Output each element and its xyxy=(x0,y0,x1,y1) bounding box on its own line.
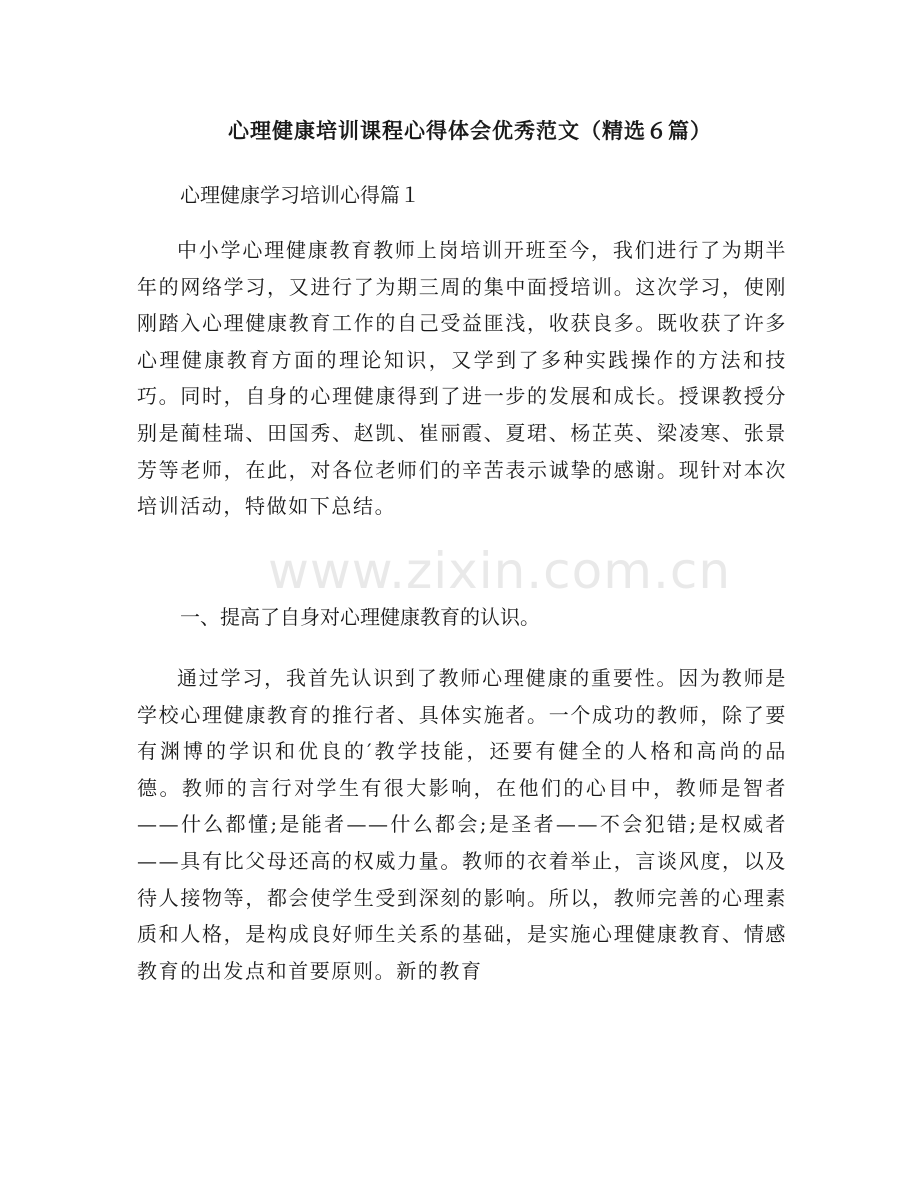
document-title: 心理健康培训课程心得体会优秀范文（精选６篇） xyxy=(228,119,712,143)
paragraph-teacher-health: 通过学习，我首先认识到了教师心理健康的重要性。因为教师是学校心理健康教育的推行者、具体实施者。一个成功的教师，除了要有渊博的学识和优良的′教学技能，还要有健全的人格和高尚的品德。教师的言行对学生有很大影响，在他们的心目中，教师是智者——什么都懂;是能者——什么都会;是圣者——不会犯错;是权威者——具有比父母还高的权威力量。教师的衣着举止，言谈风度，以及待人接物等，都会使学生受到深刻的影响。所以，教师完善的心理素质和人格，是构成良好师生关系的基础，是实施心理健康教育、情感教育的出发点和首要原则。新的教育 xyxy=(137,666,787,983)
watermark: www.zixin.com.cn xyxy=(268,542,732,600)
subheading-one: 一、提高了自身对心理健康教育的认识。 xyxy=(180,605,540,629)
paragraph-intro: 中小学心理健康教育教师上岗培训开班至今，我们进行了为期半年的网络学习，又进行了为期三周的集中面授培训。这次学习，使刚刚踏入心理健康教育工作的自己受益匪浅，收获良多。既收获了许多心理健康教育方面的理论知识，又学到了多种实践操作的方法和技巧。同时，自身的心理健康得到了进一步的发展和成长。授课教授分别是蔺桂瑞、田国秀、赵凯、崔丽霞、夏珺、杨芷英、梁凌寒、张景芳等老师，在此，对各位老师们的辛苦表示诚挚的感谢。现针对本次培训活动，特做如下总结。 xyxy=(137,238,787,519)
section-heading: 心理健康学习培训心得篇１ xyxy=(180,183,420,207)
